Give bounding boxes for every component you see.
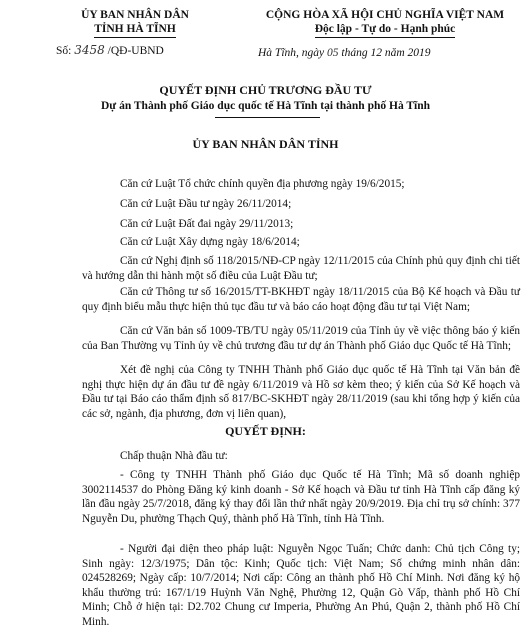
agency-line2: TỈNH HÀ TĨNH [94,22,176,38]
issuing-agency [40,8,230,38]
basis-paragraph-2: Căn cứ Luật Đầu tư ngày 26/11/2014; [120,198,292,210]
nation-line1: CỘNG HÒA XÃ HỘI CHỦ NGHĨA VIỆT NAM [265,9,505,21]
title-divider [215,117,320,118]
basis-paragraph-1: Căn cứ Luật Tổ chức chính quyền địa phương ngày 19/6/2015; [120,178,405,190]
basis-paragraph-5: Căn cứ Nghị định số 118/2015/NĐ-CP ngày 12/11/2015 của Chính phủ quy định chi tiết và hướng dẫn thi hành một số điều của Luật Đầu tư; [82,255,520,282]
document-number [56,43,164,57]
national-motto [245,8,525,38]
investor-details: - Công ty TNHH Thành phố Giáo dục Quốc tế Hà Tĩnh; Mã số doanh nghiệp 3002114537 do Phòng Đăng ký kinh doanh - Sở Kế hoạch và Đầu tư tỉnh Hà Tĩnh cấp đăng ký lần đầu ngày 25/7/2018, đăng ký thay đổi lần thứ nhất ngày 20/9/2019. Địa chỉ trụ sở chính: 377 Nguyễn Du, phường Thạch Quý, thành phố Hà Tĩnh, tỉnh Hà Tĩnh. [82,469,520,525]
approval-paragraph: Chấp thuận Nhà đầu tư: [120,450,228,462]
date-prefix: Hà Tĩnh, ngày [258,47,327,59]
decision-subtitle: Dự án Thành phố Giáo dục quốc tế Hà Tĩnh tại thành phố Hà Tĩnh [100,100,431,112]
basis-paragraph-7: Căn cứ Văn bản số 1009-TB/TU ngày 05/11/2019 của Tỉnh ủy về việc thông báo ý kiến của Ban Thường vụ Tỉnh ủy về chủ trương đầu tư dự án Thành phố Giáo dục Quốc tế Hà Tĩnh; [82,325,520,352]
basis-paragraph-6: Căn cứ Thông tư số 16/2015/TT-BKHĐT ngày 18/11/2015 của Bộ Kế hoạch và Đầu tư quy định biểu mẫu thực hiện thủ tục đầu tư và báo cáo hoạt động đầu tư tại Việt Nam; [82,286,520,313]
consideration-paragraph: Xét đề nghị của Công ty TNHH Thành phố Giáo dục quốc tế Hà Tĩnh tại Văn bản đề nghị thực hiện dự án đầu tư đề ngày 6/11/2019 và Hồ sơ kèm theo; ý kiến của Sở Kế hoạch và Đầu tư tại Báo cáo thẩm định số 817/BC-SKHĐT ngày 28/11/2019 (sau khi tổng hợp ý kiến của các sở, ngành, địa phương, đơn vị liên quan), [82,364,520,420]
doc-no-suffix: /QĐ-UBND [104,45,164,57]
date-suffix: tháng 12 năm 2019 [338,47,431,59]
doc-no-handwritten: 3458 [74,43,105,57]
document-date [258,47,431,59]
agency-line1: ỦY BAN NHÂN DÂN [81,9,189,21]
basis-paragraph-4: Căn cứ Luật Xây dựng ngày 18/6/2014; [120,236,300,248]
issuer-heading: ỦY BAN NHÂN DÂN TỈNH [192,137,339,151]
nation-line2: Độc lập - Tự do - Hạnh phúc [315,22,456,38]
doc-no-prefix: Số: [56,45,75,57]
decision-heading: QUYẾT ĐỊNH: [225,424,306,438]
decision-title: QUYẾT ĐỊNH CHỦ TRƯƠNG ĐẦU TƯ [159,83,372,97]
date-day-handwritten: 05 [327,47,339,59]
legal-representative-details: - Người đại diện theo pháp luật: Nguyễn Ngọc Tuấn; Chức danh: Chủ tịch Công ty; Sinh ngày: 12/3/1975; Dân tộc: Kinh; Quốc tịch: Việt Nam; Số chứng minh nhân dân: 024528269; Ngày cấp: 10/7/2014; Nơi cấp: Công an thành phố Hồ Chí Minh. Nơi đăng ký hộ khẩu thường trú: 167/1/19 Huỳnh Văn Nghệ, Phường 12, Quận Gò Vấp, thành phố Hồ Chí Minh; Chỗ ở hiện tại: D2.702 Chung cư Imperia, Phường An Phú, Quận 2, thành phố Hồ Chí Minh. [82,543,520,628]
basis-paragraph-3: Căn cứ Luật Đất đai ngày 29/11/2013; [120,218,294,230]
